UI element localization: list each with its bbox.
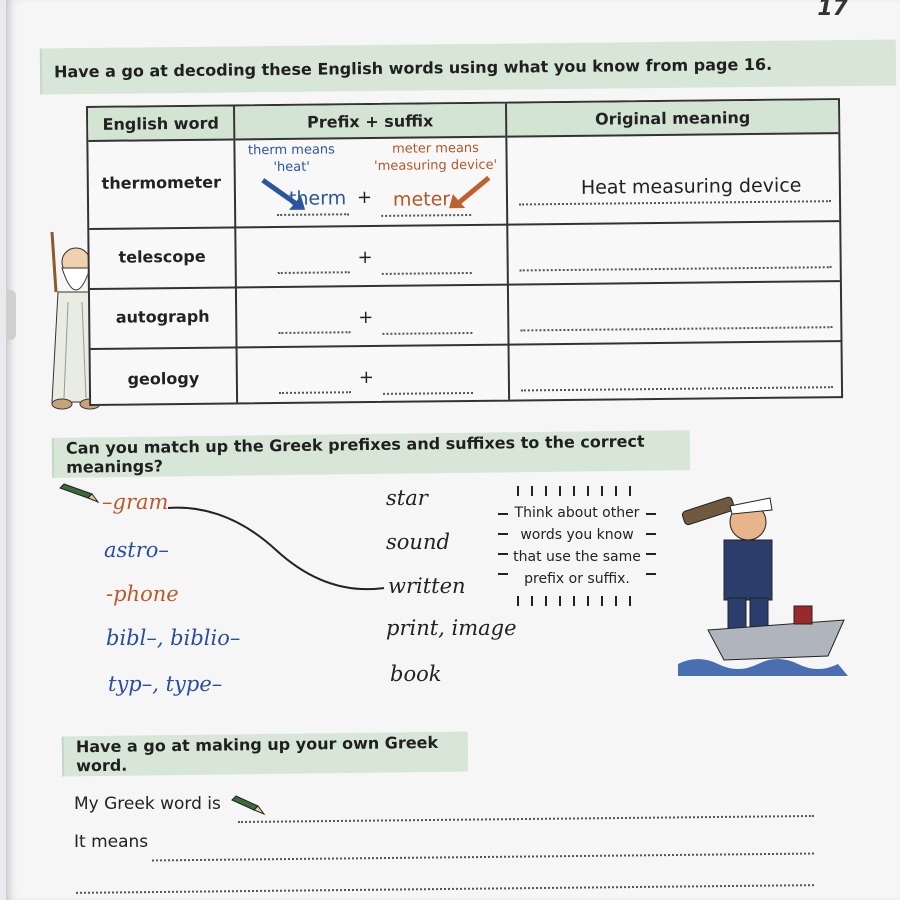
word-geology: geology bbox=[127, 368, 200, 389]
prefix-blank[interactable] bbox=[278, 331, 350, 334]
instruction-own-word: Have a go at making up your own Greek word. bbox=[75, 732, 439, 776]
meaning-sound[interactable]: sound bbox=[386, 530, 450, 554]
workbook-page bbox=[6, 0, 900, 900]
prefix-blank[interactable] bbox=[278, 271, 350, 274]
instruction-decoding: Have a go at decoding these English words using what you know from page 16. bbox=[53, 54, 773, 81]
prefix-astro[interactable]: astro– bbox=[104, 538, 169, 562]
matching-line bbox=[166, 500, 386, 594]
instruction-matching: Can you match up the Greek prefixes and suffixes to the correct meanings? bbox=[65, 431, 645, 477]
divider bbox=[505, 104, 510, 400]
plus-sign: + bbox=[356, 187, 373, 209]
header-english-word: English word bbox=[88, 106, 233, 142]
instruction-banner-own-word bbox=[62, 732, 468, 777]
word-telescope: telescope bbox=[118, 246, 206, 267]
header-prefix-suffix: Prefix + suffix bbox=[235, 104, 505, 141]
sailor-with-telescope-illustration bbox=[678, 480, 848, 676]
word-thermometer: thermometer bbox=[101, 172, 222, 193]
suffix-blank[interactable] bbox=[382, 332, 472, 335]
prefix-blank[interactable] bbox=[279, 391, 351, 394]
prefix-blank bbox=[277, 213, 349, 216]
suffix-blank[interactable] bbox=[382, 272, 472, 275]
suffix-note: meter means 'measuring device' bbox=[374, 140, 498, 174]
suffix-answer: meter bbox=[392, 188, 451, 211]
page-number: 17 bbox=[817, 0, 848, 21]
prefix-type[interactable]: typ–, type– bbox=[108, 672, 223, 696]
header-original-meaning: Original meaning bbox=[507, 100, 838, 137]
plus-sign: + bbox=[357, 247, 373, 269]
meaning-input-line-2[interactable] bbox=[76, 884, 814, 894]
meaning-label: It means bbox=[74, 832, 149, 852]
divider bbox=[89, 220, 839, 230]
meaning-input[interactable] bbox=[152, 853, 814, 862]
suffix-blank bbox=[381, 214, 471, 217]
greek-word-label: My Greek word is bbox=[74, 794, 221, 814]
tip-box bbox=[498, 484, 656, 608]
instruction-banner-matching bbox=[52, 430, 690, 478]
side-tab bbox=[6, 290, 16, 340]
pencil-icon bbox=[58, 480, 100, 504]
suffix-blank[interactable] bbox=[383, 392, 473, 395]
prefix-answer: therm bbox=[288, 187, 347, 210]
meaning-written[interactable]: written bbox=[388, 574, 466, 598]
meaning-blank[interactable] bbox=[520, 326, 832, 331]
decoding-table bbox=[86, 98, 843, 406]
greek-word-input[interactable] bbox=[238, 815, 814, 823]
meaning-star[interactable]: star bbox=[386, 486, 428, 510]
prefix-gram[interactable]: –gram bbox=[102, 490, 169, 514]
tip-text: Think about other words you know that use the same prefix or suffix. bbox=[513, 505, 641, 587]
plus-sign: + bbox=[358, 307, 374, 329]
divider bbox=[90, 280, 840, 290]
meaning-blank bbox=[519, 200, 831, 205]
suffix-phone[interactable]: -phone bbox=[106, 582, 179, 606]
meaning-print-image[interactable]: print, image bbox=[386, 616, 517, 640]
divider bbox=[91, 340, 841, 350]
meaning-answer: Heat measuring device bbox=[580, 174, 802, 199]
plus-sign: + bbox=[358, 367, 375, 389]
instruction-banner-decoding bbox=[40, 40, 896, 95]
meaning-book[interactable]: book bbox=[390, 662, 442, 686]
meaning-blank[interactable] bbox=[520, 266, 832, 271]
pencil-icon bbox=[230, 794, 266, 816]
prefix-note: therm means 'heat' bbox=[247, 142, 335, 176]
prefix-biblio[interactable]: bibl–, biblio– bbox=[106, 626, 241, 650]
word-autograph: autograph bbox=[115, 306, 210, 327]
meaning-blank[interactable] bbox=[521, 386, 833, 391]
